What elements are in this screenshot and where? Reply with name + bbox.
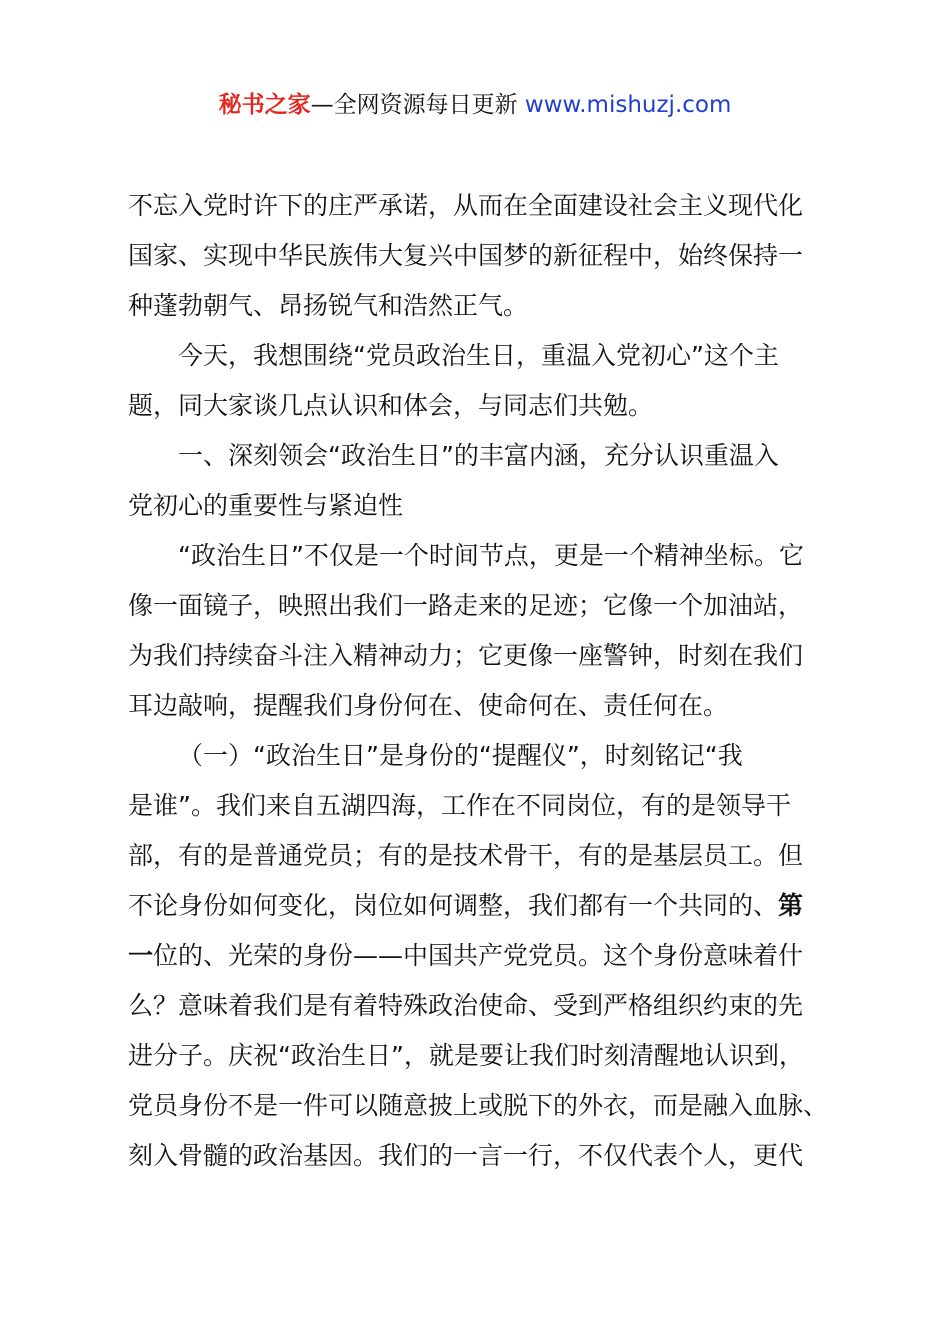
text-line <box>128 881 838 931</box>
text-line: 党员身份不是一件可以随意披上或脱下的外衣，而是融入血脉、 <box>128 1091 829 1120</box>
heading-line: 党初心的重要性与紧迫性 <box>128 491 404 520</box>
text-line: 耳边敲响，提醒我们身份何在、使命何在、责任何在。 <box>128 691 729 720</box>
text-run: 位的、光荣的身份——中国共产党党员。这个身份意味着什 <box>153 941 804 970</box>
text-line: （一）“政治生日”是身份的“提醒仪”，时刻铭记“我 <box>178 741 743 770</box>
text-line: 国家、实现中华民族伟大复兴中国梦的新征程中，始终保持一 <box>128 241 804 270</box>
text-line: 进分子。庆祝“政治生日”，就是要让我们时刻清醒地认识到， <box>128 1041 804 1070</box>
bold-text-run: 第 <box>778 891 804 920</box>
paragraph-1 <box>128 181 838 331</box>
text-line: 像一面镜子，映照出我们一路走来的足迹；它像一个加油站， <box>128 591 804 620</box>
text-run: 不论身份如何变化，岗位如何调整，我们都有一个共同的、 <box>128 891 779 920</box>
paragraph-4 <box>128 531 838 731</box>
site-brand: 秘书之家 <box>218 92 311 118</box>
bold-text-run: 一 <box>128 941 154 970</box>
section-heading-1 <box>128 431 838 531</box>
text-line: 部，有的是普通党员；有的是技术骨干，有的是基层员工。但 <box>128 841 804 870</box>
text-line: 么？意味着我们是有着特殊政治使命、受到严格组织约束的先 <box>128 991 804 1020</box>
document-body <box>128 181 838 1181</box>
text-line: 是谁”。我们来自五湖四海，工作在不同岗位，有的是领导干 <box>128 791 791 820</box>
site-tagline: —全网资源每日更新 <box>310 92 518 118</box>
text-line: 题，同大家谈几点认识和体会，与同志们共勉。 <box>128 391 654 420</box>
text-line: “政治生日”不仅是一个时间节点，更是一个精神坐标。它 <box>178 541 804 570</box>
text-line <box>128 931 838 981</box>
text-line: 刻入骨髓的政治基因。我们的一言一行，不仅代表个人，更代 <box>128 1141 804 1170</box>
heading-line: 一、深刻领会“政治生日”的丰富内涵，充分认识重温入 <box>178 441 779 470</box>
site-header <box>0 88 950 122</box>
text-line: 种蓬勃朝气、昂扬锐气和浩然正气。 <box>128 291 529 320</box>
text-line: 不忘入党时许下的庄严承诺，从而在全面建设社会主义现代化 <box>128 191 804 220</box>
site-url-link[interactable]: www.mishuzj.com <box>524 92 732 118</box>
paragraph-2 <box>128 331 838 431</box>
text-line: 为我们持续奋斗注入精神动力；它更像一座警钟，时刻在我们 <box>128 641 804 670</box>
text-line: 今天，我想围绕“党员政治生日，重温入党初心”这个主 <box>178 341 779 370</box>
paragraph-5 <box>128 731 838 1181</box>
